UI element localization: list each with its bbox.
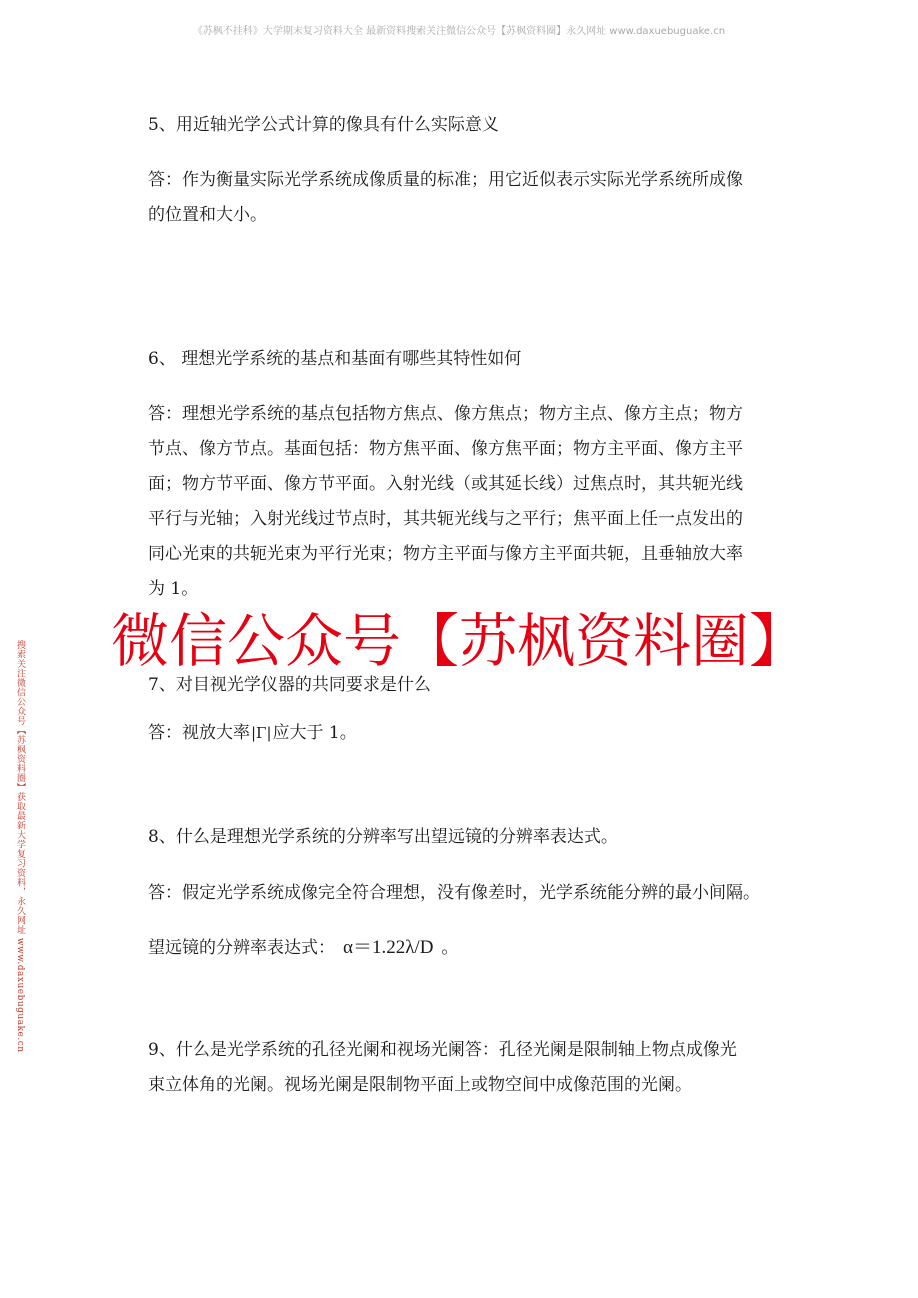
answer-7-suffix: 应大于 1。 — [272, 723, 357, 743]
answer-6-line-4: 平行与光轴；入射光线过节点时，其共轭光线与之平行；焦平面上任一点发出的 — [148, 509, 743, 529]
page-header: 《苏枫不挂科》大学期末复习资料大全 最新资料搜索关注微信公众号【苏枫资料圈】永久网址 www.daxuebuguake.cn — [192, 26, 726, 37]
question-9-line-1: 9、什么是光学系统的孔径光阑和视场光阑答：孔径光阑是限制轴上物点成像光 — [148, 1040, 737, 1060]
answer-6-line-1: 答：理想光学系统的基点包括物方焦点、像方焦点；物方主点、像方主点；物方 — [148, 404, 743, 424]
answer-5-line-2: 的位置和大小。 — [148, 205, 267, 225]
question-6: 6、 理想光学系统的基点和基面有哪些其特性如何 — [148, 349, 522, 369]
answer-6-line-2: 节点、像方节点。基面包括：物方焦平面、像方焦平面；物方主平面、像方主平 — [148, 439, 743, 459]
resolution-formula: α＝1.22λ/D — [343, 937, 434, 958]
question-5: 5、用近轴光学公式计算的像具有什么实际意义 — [148, 115, 499, 135]
formula-suffix: 。 — [441, 938, 459, 958]
answer-6-line-3: 面；物方节平面、像方节平面。入射光线（或其延长线）过焦点时，其共轭光线 — [148, 474, 743, 494]
question-8: 8、什么是理想光学系统的分辨率写出望远镜的分辨率表达式。 — [148, 827, 618, 847]
side-margin-note: 搜索关注微信公众号【苏枫资料圈】获取最新大学复习资料，永久网址 www.daxuebuguake.cn — [15, 640, 25, 1053]
answer-6-line-6: 为 1。 — [148, 579, 199, 599]
answer-8: 答：假定光学系统成像完全符合理想，没有像差时，光学系统能分辨的最小间隔。 — [148, 883, 760, 903]
answer-6-line-5: 同心光束的共轭光束为平行光束；物方主平面与像方主平面共轭，且垂轴放大率 — [148, 544, 743, 564]
formula-prefix: 望远镜的分辨率表达式： — [148, 938, 335, 958]
answer-7 — [148, 723, 357, 743]
wechat-watermark: 微信公众号【苏枫资料圈】 — [110, 607, 807, 675]
question-7: 7、对目视光学仪器的共同要求是什么 — [148, 675, 431, 695]
formula-line — [148, 938, 458, 958]
answer-5-line-1: 答：作为衡量实际光学系统成像质量的标准；用它近似表示实际光学系统所成像 — [148, 170, 743, 190]
answer-7-prefix: 答：视放大率 — [148, 723, 250, 743]
magnification-symbol: |Γ| — [251, 724, 272, 742]
question-9-line-2: 束立体角的光阑。视场光阑是限制物平面上或物空间中成像范围的光阑。 — [148, 1075, 692, 1095]
